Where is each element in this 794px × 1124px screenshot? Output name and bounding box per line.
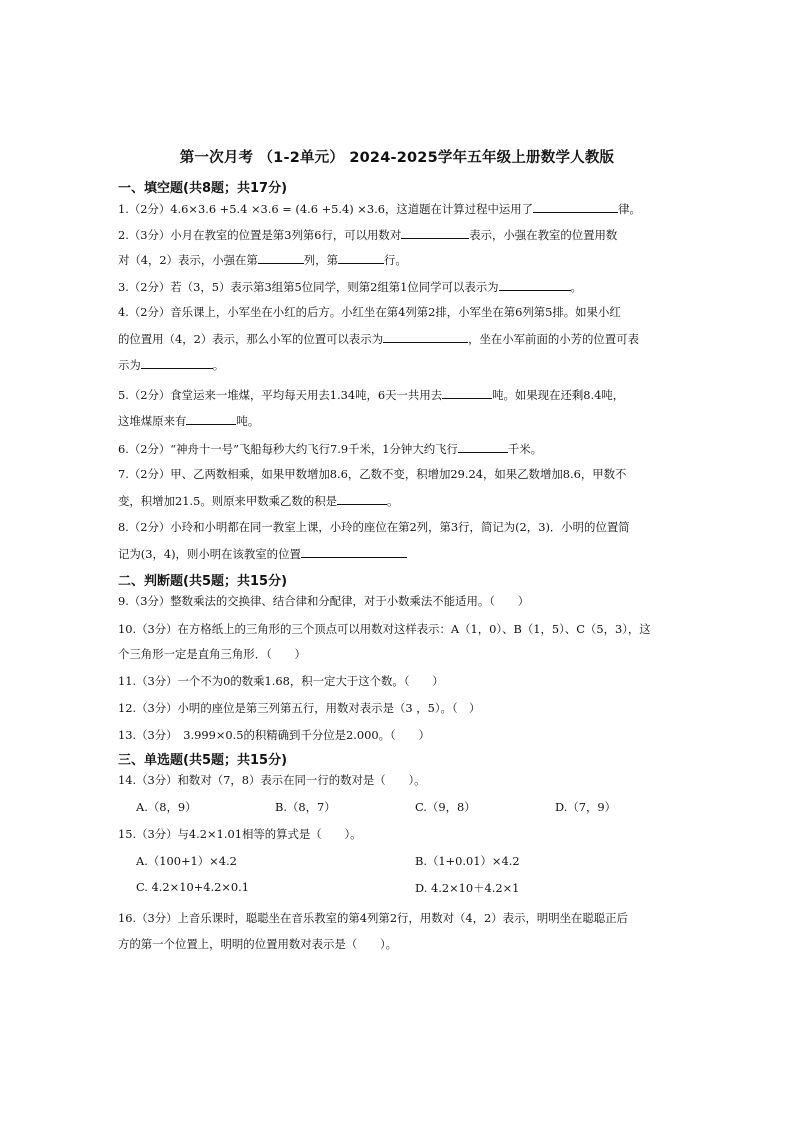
question-3: 3.（2分）若（3，5）表示第3组第5位同学，则第2组第1位同学可以表示为 。 — [118, 280, 582, 294]
question-4: 4.（2分）音乐课上，小军坐在小红的后方。小红坐在第4列第2排，小军坐在第6列第5排。如果小红 — [118, 305, 621, 319]
question-14: 14.（3分）和数对（7，8）表示在同一行的数对是（ ）。 — [118, 773, 426, 787]
question-4-continued-2: 示为 。 — [118, 358, 225, 372]
answer-blank[interactable] — [458, 440, 508, 453]
answer-blank[interactable] — [383, 330, 468, 343]
answer-blank[interactable] — [401, 226, 469, 239]
question-16-continued: 方的第一个位置上，明明的位置用数对表示是（ ）。 — [118, 937, 398, 951]
answer-blank[interactable] — [186, 412, 236, 425]
answer-blank[interactable] — [338, 251, 384, 264]
question-10-continued: 个三角形一定是直角三角形．（ ） — [118, 647, 306, 661]
question-11: 11.（3分）一个不为0的数乘1.68，积一定大于这个数。（ ） — [118, 674, 444, 688]
question-13: 13.（3分） 3.999×0.5的积精确到千分位是2.000。（ ） — [118, 728, 430, 742]
section-true-false-heading: 二、判断题(共5题；共15分) — [118, 574, 288, 589]
answer-blank[interactable] — [442, 386, 492, 399]
option-c[interactable]: C.（9，8） — [415, 800, 476, 814]
question-8: 8.（2分）小玲和小明都在同一教室上课，小玲的座位在第2列，第3行，简记为(2，3)．小明的位置简 — [118, 520, 630, 534]
question-5: 5.（2分）食堂运来一堆煤，平均每天用去1.34吨，6天一共用去 吨。如果现在还剩8.4吨， — [118, 388, 625, 402]
question-7: 7.（2分）甲、乙两数相乘，如果甲数增加8.6，乙数不变，积增加29.24，如果乙数增加8.6，甲数不 — [118, 467, 627, 481]
question-8-continued: 记为(3，4)，则小明在该教室的位置 — [118, 545, 407, 562]
option-c[interactable]: C. 4.2×10+4.2×0.1 — [136, 880, 250, 894]
answer-blank[interactable] — [301, 545, 407, 558]
option-d[interactable]: D.（7，9） — [555, 800, 617, 814]
option-a[interactable]: A.（100+1）×4.2 — [136, 854, 237, 868]
option-b[interactable]: B.（1+0.01）×4.2 — [415, 854, 520, 868]
question-9: 9.（3分）整数乘法的交换律、结合律和分配律，对于小数乘法不能适用。（ ） — [118, 594, 530, 608]
answer-blank[interactable] — [258, 251, 304, 264]
option-b[interactable]: B.（8，7） — [275, 800, 336, 814]
answer-blank[interactable] — [533, 200, 618, 213]
exam-title: 第一次月考 （1-2单元） 2024-2025学年五年级上册数学人教版 — [179, 150, 615, 166]
option-d[interactable]: D. 4.2×10＋4.2×1 — [415, 881, 520, 895]
question-15: 15.（3分）与4.2×1.01相等的算式是（ ）。 — [118, 827, 362, 841]
section-fill-blank-heading: 一、填空题(共8题；共17分) — [118, 181, 288, 196]
section-single-choice-heading: 三、单选题(共5题；共15分) — [118, 753, 288, 768]
question-16: 16.（3分）上音乐课时，聪聪坐在音乐教室的第4列第2行，用数对（4，2）表示，明明坐在聪聪正后 — [118, 911, 628, 925]
question-2: 2.（3分）小月在教室的位置是第3列第6行，可以用数对 表示，小强在教室的位置用数 — [118, 228, 618, 242]
question-2-continued: 对（4，2）表示，小强在第 列，第 行。 — [118, 253, 407, 267]
answer-blank[interactable] — [141, 356, 213, 369]
answer-blank[interactable] — [337, 492, 387, 505]
question-1: 1.（2分）4.6×3.6 +5.4 ×3.6 = (4.6 +5.4) ×3.6，这道题在计算过程中运用了 律。 — [118, 202, 641, 216]
answer-blank[interactable] — [499, 278, 571, 291]
question-7-continued: 变，积增加21.5。则原来甲数乘乙数的积是 。 — [118, 494, 399, 508]
question-4-continued: 的位置用（4，2）表示，那么小军的位置可以表示为 ，坐在小军前面的小芳的位置可表 — [118, 332, 639, 346]
question-5-continued: 这堆煤原来有 吨。 — [118, 414, 260, 428]
question-12: 12.（3分）小明的座位是第三列第五行，用数对表示是（3 ，5）。（ ） — [118, 701, 481, 715]
question-6: 6.（2分）“神舟十一号”飞船每秒大约飞行7.9千米，1分钟大约飞行 千米。 — [118, 442, 543, 456]
option-a[interactable]: A.（8，9） — [136, 800, 197, 814]
question-10: 10.（3分）在方格纸上的三角形的三个顶点可以用数对这样表示：A（1，0）、B（1，5）、C（5，3），这 — [118, 622, 651, 636]
